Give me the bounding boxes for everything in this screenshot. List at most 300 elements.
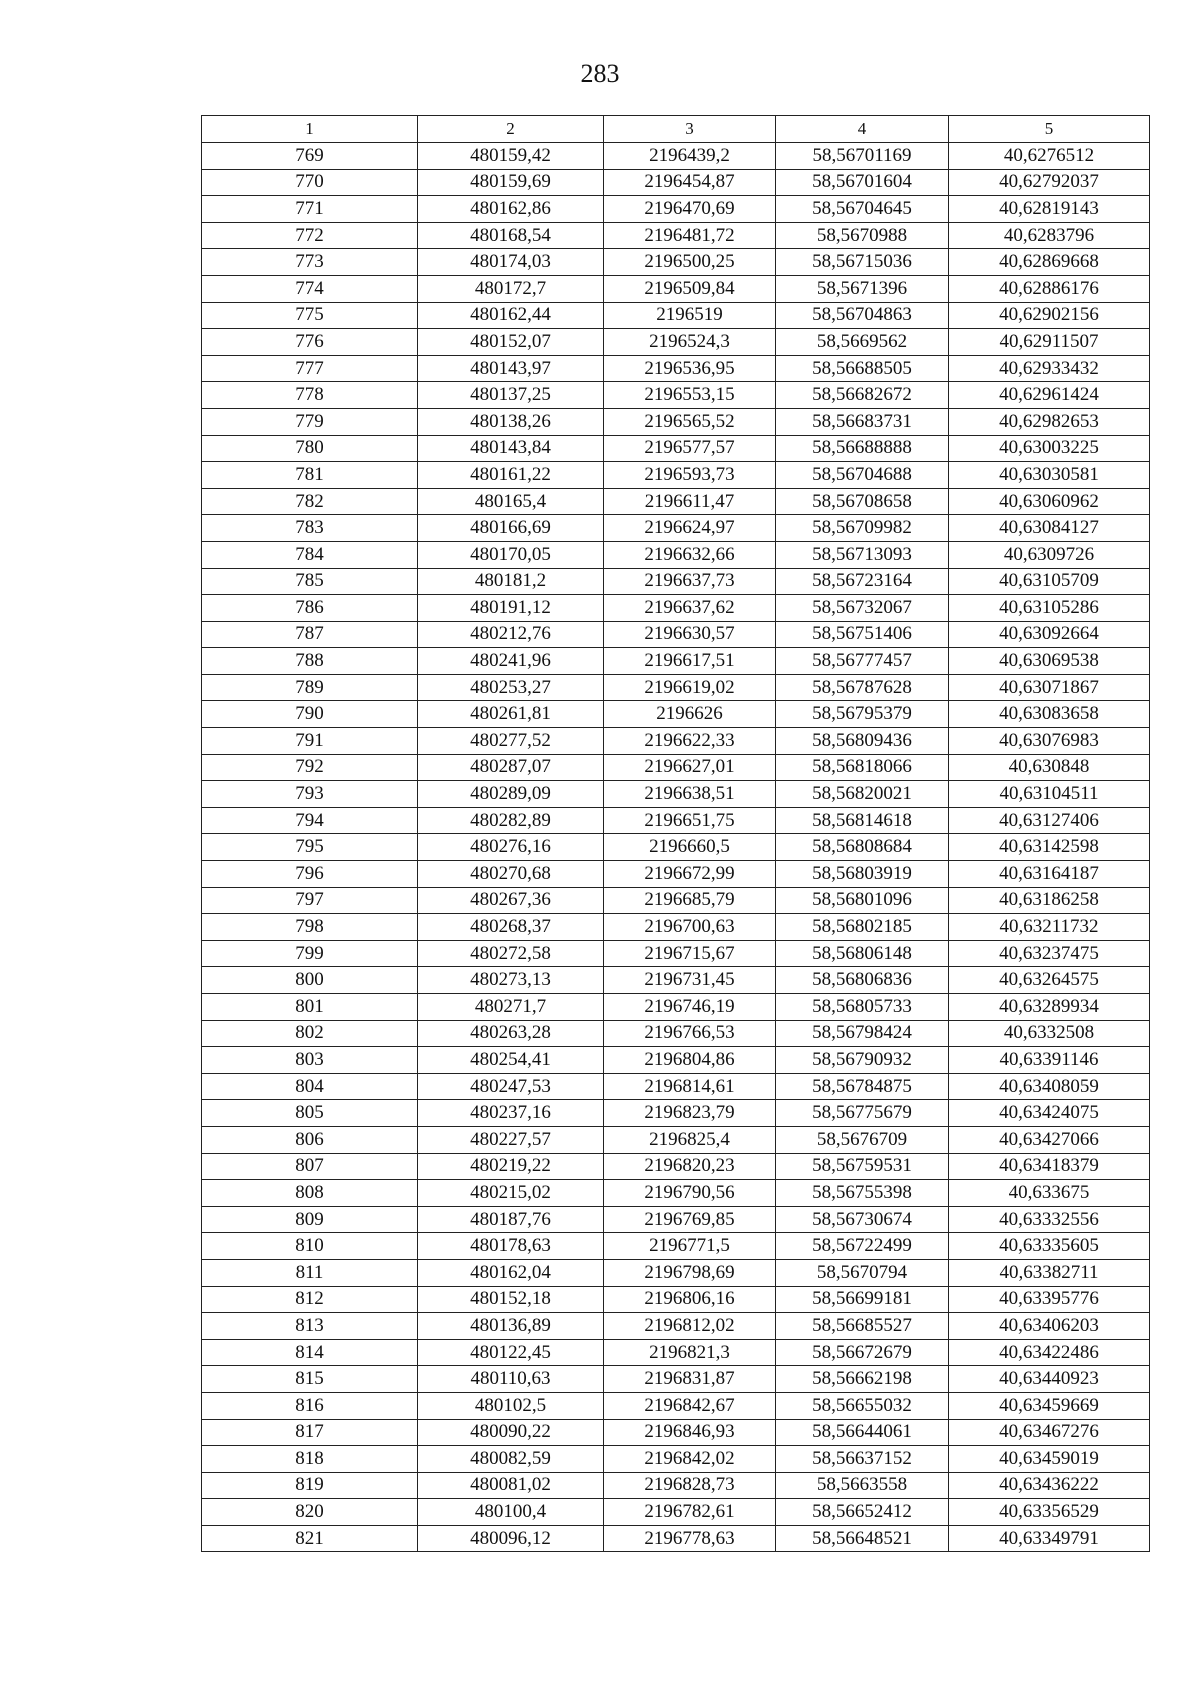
table-cell-col-5: 40,63382711 <box>949 1259 1150 1286</box>
table-row <box>202 1073 1150 1100</box>
table-cell-col-4: 58,5670794 <box>776 1259 949 1286</box>
table-cell-col-2: 480270,68 <box>418 861 604 888</box>
table-cell-col-5: 40,633675 <box>949 1180 1150 1207</box>
table-cell-col-4: 58,56805733 <box>776 994 949 1021</box>
table-cell-col-2: 480268,37 <box>418 914 604 941</box>
table-cell-col-2: 480152,18 <box>418 1286 604 1313</box>
table-cell-col-4: 58,5670988 <box>776 222 949 249</box>
table-cell-col-5: 40,63076983 <box>949 728 1150 755</box>
table-cell-col-2: 480215,02 <box>418 1180 604 1207</box>
table-row <box>202 1392 1150 1419</box>
table-cell-col-5: 40,62792037 <box>949 169 1150 196</box>
table-cell-col-1: 795 <box>202 834 418 861</box>
table-cell-col-4: 58,5669562 <box>776 329 949 356</box>
table-cell-col-3: 2196731,45 <box>604 967 776 994</box>
table-cell-col-3: 2196715,67 <box>604 940 776 967</box>
table-cell-col-3: 2196828,73 <box>604 1472 776 1499</box>
table-cell-col-5: 40,63424075 <box>949 1100 1150 1127</box>
table-cell-col-3: 2196685,79 <box>604 887 776 914</box>
table-cell-col-2: 480159,69 <box>418 169 604 196</box>
table-row <box>202 781 1150 808</box>
table-cell-col-5: 40,63440923 <box>949 1366 1150 1393</box>
table-cell-col-5: 40,630848 <box>949 754 1150 781</box>
table-cell-col-1: 802 <box>202 1020 418 1047</box>
table-cell-col-2: 480247,53 <box>418 1073 604 1100</box>
table-cell-col-2: 480174,03 <box>418 249 604 276</box>
table-cell-col-2: 480181,2 <box>418 568 604 595</box>
table-cell-col-3: 2196842,67 <box>604 1392 776 1419</box>
table-cell-col-1: 778 <box>202 382 418 409</box>
table-cell-col-2: 480219,22 <box>418 1153 604 1180</box>
table-cell-col-1: 792 <box>202 754 418 781</box>
table-cell-col-4: 58,5663558 <box>776 1472 949 1499</box>
table-cell-col-5: 40,63127406 <box>949 807 1150 834</box>
table-row <box>202 861 1150 888</box>
table-cell-col-4: 58,56777457 <box>776 648 949 675</box>
table-cell-col-4: 58,56701604 <box>776 169 949 196</box>
table-cell-col-4: 58,56688505 <box>776 355 949 382</box>
table-cell-col-2: 480162,86 <box>418 196 604 223</box>
table-cell-col-1: 782 <box>202 488 418 515</box>
table-cell-col-3: 2196630,57 <box>604 621 776 648</box>
table-cell-col-4: 58,56655032 <box>776 1392 949 1419</box>
table-cell-col-1: 799 <box>202 940 418 967</box>
table-cell-col-1: 820 <box>202 1499 418 1526</box>
table-row <box>202 1472 1150 1499</box>
table-cell-col-5: 40,63406203 <box>949 1313 1150 1340</box>
table-cell-col-2: 480143,84 <box>418 435 604 462</box>
table-cell-col-2: 480166,69 <box>418 515 604 542</box>
table-cell-col-4: 58,56708658 <box>776 488 949 515</box>
table-cell-col-3: 2196619,02 <box>604 674 776 701</box>
table-cell-col-1: 780 <box>202 435 418 462</box>
table-cell-col-1: 775 <box>202 302 418 329</box>
table-cell-col-2: 480100,4 <box>418 1499 604 1526</box>
table-cell-col-1: 786 <box>202 595 418 622</box>
table-cell-col-1: 772 <box>202 222 418 249</box>
table-cell-col-3: 2196622,33 <box>604 728 776 755</box>
table-cell-col-5: 40,62819143 <box>949 196 1150 223</box>
table-cell-col-1: 787 <box>202 621 418 648</box>
table-cell-col-2: 480237,16 <box>418 1100 604 1127</box>
table-row <box>202 914 1150 941</box>
table-cell-col-4: 58,56795379 <box>776 701 949 728</box>
table-cell-col-5: 40,63418379 <box>949 1153 1150 1180</box>
table-cell-col-3: 2196509,84 <box>604 275 776 302</box>
table-row <box>202 382 1150 409</box>
table-row <box>202 940 1150 967</box>
table-row <box>202 595 1150 622</box>
table-cell-col-5: 40,63459669 <box>949 1392 1150 1419</box>
table-cell-col-4: 58,56808684 <box>776 834 949 861</box>
table-row <box>202 754 1150 781</box>
table-cell-col-1: 812 <box>202 1286 418 1313</box>
table-row <box>202 488 1150 515</box>
table-cell-col-3: 2196804,86 <box>604 1047 776 1074</box>
table-cell-col-4: 58,56775679 <box>776 1100 949 1127</box>
table-cell-col-2: 480137,25 <box>418 382 604 409</box>
column-header-1: 1 <box>202 116 418 143</box>
table-cell-col-2: 480162,04 <box>418 1259 604 1286</box>
table-cell-col-1: 796 <box>202 861 418 888</box>
table-cell-col-5: 40,63105286 <box>949 595 1150 622</box>
table-cell-col-3: 2196782,61 <box>604 1499 776 1526</box>
table-cell-col-3: 2196766,53 <box>604 1020 776 1047</box>
table-row <box>202 143 1150 170</box>
table-cell-col-3: 2196769,85 <box>604 1206 776 1233</box>
table-cell-col-5: 40,63408059 <box>949 1073 1150 1100</box>
table-cell-col-1: 801 <box>202 994 418 1021</box>
table-cell-col-3: 2196820,23 <box>604 1153 776 1180</box>
table-cell-col-2: 480138,26 <box>418 408 604 435</box>
table-row <box>202 1419 1150 1446</box>
header-row <box>202 116 1150 143</box>
table-cell-col-3: 2196536,95 <box>604 355 776 382</box>
table-cell-col-1: 821 <box>202 1525 418 1552</box>
table-cell-col-3: 2196637,73 <box>604 568 776 595</box>
table-cell-col-3: 2196672,99 <box>604 861 776 888</box>
table-cell-col-1: 803 <box>202 1047 418 1074</box>
table-cell-col-4: 58,56790932 <box>776 1047 949 1074</box>
table-cell-col-3: 2196617,51 <box>604 648 776 675</box>
table-row <box>202 807 1150 834</box>
table-cell-col-2: 480159,42 <box>418 143 604 170</box>
table-row <box>202 275 1150 302</box>
table-cell-col-2: 480276,16 <box>418 834 604 861</box>
table-cell-col-3: 2196700,63 <box>604 914 776 941</box>
table-cell-col-5: 40,63092664 <box>949 621 1150 648</box>
table-row <box>202 196 1150 223</box>
table-cell-col-3: 2196626 <box>604 701 776 728</box>
table-cell-col-5: 40,63395776 <box>949 1286 1150 1313</box>
table-cell-col-5: 40,63422486 <box>949 1339 1150 1366</box>
table-cell-col-1: 815 <box>202 1366 418 1393</box>
table-row <box>202 1020 1150 1047</box>
table-cell-col-2: 480168,54 <box>418 222 604 249</box>
table-cell-col-2: 480090,22 <box>418 1419 604 1446</box>
table-cell-col-1: 808 <box>202 1180 418 1207</box>
table-cell-col-4: 58,56801096 <box>776 887 949 914</box>
table-cell-col-1: 785 <box>202 568 418 595</box>
table-row <box>202 967 1150 994</box>
table-cell-col-4: 58,56732067 <box>776 595 949 622</box>
table-cell-col-1: 807 <box>202 1153 418 1180</box>
table-row <box>202 1180 1150 1207</box>
table-cell-col-3: 2196806,16 <box>604 1286 776 1313</box>
table-cell-col-1: 777 <box>202 355 418 382</box>
table-cell-col-2: 480172,7 <box>418 275 604 302</box>
table-cell-col-3: 2196771,5 <box>604 1233 776 1260</box>
table-cell-col-1: 806 <box>202 1126 418 1153</box>
table-cell-col-4: 58,56820021 <box>776 781 949 808</box>
table-cell-col-4: 58,5671396 <box>776 275 949 302</box>
table-row <box>202 462 1150 489</box>
table-cell-col-5: 40,63142598 <box>949 834 1150 861</box>
table-row <box>202 435 1150 462</box>
table-row <box>202 249 1150 276</box>
table-cell-col-1: 811 <box>202 1259 418 1286</box>
table-cell-col-2: 480261,81 <box>418 701 604 728</box>
table-cell-col-2: 480241,96 <box>418 648 604 675</box>
table-cell-col-3: 2196812,02 <box>604 1313 776 1340</box>
table-cell-col-1: 794 <box>202 807 418 834</box>
table-cell-col-5: 40,63467276 <box>949 1419 1150 1446</box>
table-row <box>202 1339 1150 1366</box>
table-cell-col-5: 40,62902156 <box>949 302 1150 329</box>
table-cell-col-5: 40,63104511 <box>949 781 1150 808</box>
table-cell-col-3: 2196823,79 <box>604 1100 776 1127</box>
table-cell-col-5: 40,62886176 <box>949 275 1150 302</box>
column-header-3: 3 <box>604 116 776 143</box>
table-row <box>202 1525 1150 1552</box>
table-cell-col-1: 788 <box>202 648 418 675</box>
table-cell-col-1: 809 <box>202 1206 418 1233</box>
table-cell-col-2: 480282,89 <box>418 807 604 834</box>
table-row <box>202 701 1150 728</box>
table-row <box>202 1499 1150 1526</box>
table-cell-col-4: 58,56755398 <box>776 1180 949 1207</box>
table-cell-col-4: 58,5676709 <box>776 1126 949 1153</box>
table-cell-col-3: 2196632,66 <box>604 541 776 568</box>
table-cell-col-1: 805 <box>202 1100 418 1127</box>
table-cell-col-5: 40,63186258 <box>949 887 1150 914</box>
table-cell-col-1: 818 <box>202 1446 418 1473</box>
table-cell-col-4: 58,56814618 <box>776 807 949 834</box>
table-cell-col-4: 58,56784875 <box>776 1073 949 1100</box>
table-cell-col-1: 771 <box>202 196 418 223</box>
table-cell-col-5: 40,63084127 <box>949 515 1150 542</box>
table-row <box>202 887 1150 914</box>
table-cell-col-2: 480254,41 <box>418 1047 604 1074</box>
table-cell-col-1: 789 <box>202 674 418 701</box>
table-row <box>202 674 1150 701</box>
table-cell-col-2: 480165,4 <box>418 488 604 515</box>
table-row <box>202 1047 1150 1074</box>
table-cell-col-4: 58,56723164 <box>776 568 949 595</box>
table-cell-col-3: 2196627,01 <box>604 754 776 781</box>
table-cell-col-1: 776 <box>202 329 418 356</box>
table-cell-col-1: 797 <box>202 887 418 914</box>
table-cell-col-1: 774 <box>202 275 418 302</box>
table-cell-col-2: 480136,89 <box>418 1313 604 1340</box>
table-cell-col-2: 480161,22 <box>418 462 604 489</box>
table-cell-col-5: 40,63335605 <box>949 1233 1150 1260</box>
table-cell-col-5: 40,6283796 <box>949 222 1150 249</box>
table-cell-col-3: 2196565,52 <box>604 408 776 435</box>
table-cell-col-4: 58,56798424 <box>776 1020 949 1047</box>
table-cell-col-4: 58,56803919 <box>776 861 949 888</box>
table-cell-col-3: 2196454,87 <box>604 169 776 196</box>
table-cell-col-1: 817 <box>202 1419 418 1446</box>
table-row <box>202 1206 1150 1233</box>
table-cell-col-2: 480143,97 <box>418 355 604 382</box>
table-cell-col-1: 770 <box>202 169 418 196</box>
table-cell-col-4: 58,56713093 <box>776 541 949 568</box>
table-cell-col-3: 2196577,57 <box>604 435 776 462</box>
table-cell-col-5: 40,63030581 <box>949 462 1150 489</box>
column-header-5: 5 <box>949 116 1150 143</box>
table-cell-col-5: 40,62933432 <box>949 355 1150 382</box>
table-cell-col-3: 2196778,63 <box>604 1525 776 1552</box>
table-cell-col-5: 40,63211732 <box>949 914 1150 941</box>
table-cell-col-2: 480191,12 <box>418 595 604 622</box>
table-cell-col-5: 40,63003225 <box>949 435 1150 462</box>
table-cell-col-2: 480289,09 <box>418 781 604 808</box>
table-cell-col-2: 480102,5 <box>418 1392 604 1419</box>
table-cell-col-5: 40,63332556 <box>949 1206 1150 1233</box>
table-cell-col-4: 58,56802185 <box>776 914 949 941</box>
table-cell-col-5: 40,63391146 <box>949 1047 1150 1074</box>
table-cell-col-2: 480253,27 <box>418 674 604 701</box>
table-cell-col-2: 480152,07 <box>418 329 604 356</box>
table-row <box>202 1446 1150 1473</box>
table-cell-col-2: 480267,36 <box>418 887 604 914</box>
table-cell-col-1: 793 <box>202 781 418 808</box>
table-row <box>202 648 1150 675</box>
table-row <box>202 1286 1150 1313</box>
table-cell-col-1: 781 <box>202 462 418 489</box>
table-cell-col-3: 2196846,93 <box>604 1419 776 1446</box>
table-cell-col-1: 798 <box>202 914 418 941</box>
table-cell-col-4: 58,56730674 <box>776 1206 949 1233</box>
column-header-4: 4 <box>776 116 949 143</box>
table-cell-col-5: 40,62869668 <box>949 249 1150 276</box>
table-cell-col-4: 58,56704688 <box>776 462 949 489</box>
table-row <box>202 1366 1150 1393</box>
table-cell-col-3: 2196638,51 <box>604 781 776 808</box>
table-cell-col-1: 790 <box>202 701 418 728</box>
table-cell-col-3: 2196842,02 <box>604 1446 776 1473</box>
table-cell-col-3: 2196553,15 <box>604 382 776 409</box>
table-cell-col-5: 40,62961424 <box>949 382 1150 409</box>
table-cell-col-4: 58,56685527 <box>776 1313 949 1340</box>
table-cell-col-5: 40,63060962 <box>949 488 1150 515</box>
table-cell-col-5: 40,63264575 <box>949 967 1150 994</box>
table-cell-col-1: 814 <box>202 1339 418 1366</box>
table-cell-col-3: 2196481,72 <box>604 222 776 249</box>
table-row <box>202 1259 1150 1286</box>
table-cell-col-2: 480212,76 <box>418 621 604 648</box>
table-cell-col-2: 480277,52 <box>418 728 604 755</box>
table-cell-col-2: 480263,28 <box>418 1020 604 1047</box>
table-cell-col-5: 40,63436222 <box>949 1472 1150 1499</box>
table-cell-col-3: 2196470,69 <box>604 196 776 223</box>
table-cell-col-2: 480272,58 <box>418 940 604 967</box>
table-row <box>202 994 1150 1021</box>
table-cell-col-2: 480170,05 <box>418 541 604 568</box>
table-row <box>202 169 1150 196</box>
table-cell-col-3: 2196790,56 <box>604 1180 776 1207</box>
table-cell-col-5: 40,62982653 <box>949 408 1150 435</box>
table-cell-col-4: 58,56637152 <box>776 1446 949 1473</box>
table-cell-col-1: 784 <box>202 541 418 568</box>
table-cell-col-3: 2196519 <box>604 302 776 329</box>
table-row <box>202 1233 1150 1260</box>
table-cell-col-3: 2196746,19 <box>604 994 776 1021</box>
table-cell-col-4: 58,56662198 <box>776 1366 949 1393</box>
table-cell-col-1: 804 <box>202 1073 418 1100</box>
table-row <box>202 302 1150 329</box>
table-cell-col-3: 2196611,47 <box>604 488 776 515</box>
table-row <box>202 355 1150 382</box>
table-cell-col-4: 58,56751406 <box>776 621 949 648</box>
table-cell-col-5: 40,63071867 <box>949 674 1150 701</box>
table-row <box>202 408 1150 435</box>
table-cell-col-4: 58,56759531 <box>776 1153 949 1180</box>
table-cell-col-4: 58,56701169 <box>776 143 949 170</box>
table-cell-col-2: 480178,63 <box>418 1233 604 1260</box>
table-row <box>202 222 1150 249</box>
table-cell-col-1: 800 <box>202 967 418 994</box>
table-row <box>202 1153 1150 1180</box>
table-cell-col-3: 2196821,3 <box>604 1339 776 1366</box>
table-cell-col-4: 58,56652412 <box>776 1499 949 1526</box>
table-cell-col-2: 480227,57 <box>418 1126 604 1153</box>
table-cell-col-4: 58,56699181 <box>776 1286 949 1313</box>
table-cell-col-3: 2196439,2 <box>604 143 776 170</box>
table-cell-col-4: 58,56688888 <box>776 435 949 462</box>
table-row <box>202 834 1150 861</box>
table-cell-col-4: 58,56672679 <box>776 1339 949 1366</box>
table-cell-col-4: 58,56715036 <box>776 249 949 276</box>
table-row <box>202 541 1150 568</box>
column-header-2: 2 <box>418 116 604 143</box>
table-cell-col-4: 58,56818066 <box>776 754 949 781</box>
table-row <box>202 728 1150 755</box>
table-cell-col-4: 58,56809436 <box>776 728 949 755</box>
table-row <box>202 1126 1150 1153</box>
table-cell-col-3: 2196814,61 <box>604 1073 776 1100</box>
table-cell-col-3: 2196798,69 <box>604 1259 776 1286</box>
table-cell-col-3: 2196831,87 <box>604 1366 776 1393</box>
table-cell-col-4: 58,56683731 <box>776 408 949 435</box>
table-cell-col-5: 40,63083658 <box>949 701 1150 728</box>
table-row <box>202 515 1150 542</box>
table-cell-col-5: 40,63164187 <box>949 861 1150 888</box>
table-cell-col-4: 58,56722499 <box>776 1233 949 1260</box>
table-cell-col-5: 40,63427066 <box>949 1126 1150 1153</box>
table-cell-col-4: 58,56704645 <box>776 196 949 223</box>
table-row <box>202 1313 1150 1340</box>
table-cell-col-5: 40,62911507 <box>949 329 1150 356</box>
table-cell-col-2: 480287,07 <box>418 754 604 781</box>
table-cell-col-5: 40,63105709 <box>949 568 1150 595</box>
table-header <box>202 116 1150 143</box>
table-cell-col-4: 58,56806836 <box>776 967 949 994</box>
table-cell-col-5: 40,6309726 <box>949 541 1150 568</box>
page-number: 283 <box>580 59 620 88</box>
table-cell-col-5: 40,6332508 <box>949 1020 1150 1047</box>
table-cell-col-1: 791 <box>202 728 418 755</box>
table-cell-col-3: 2196593,73 <box>604 462 776 489</box>
table-cell-col-1: 819 <box>202 1472 418 1499</box>
table-cell-col-3: 2196637,62 <box>604 595 776 622</box>
table-cell-col-3: 2196500,25 <box>604 249 776 276</box>
table-cell-col-2: 480187,76 <box>418 1206 604 1233</box>
table-cell-col-4: 58,56709982 <box>776 515 949 542</box>
table-cell-col-2: 480273,13 <box>418 967 604 994</box>
table-body <box>202 143 1150 1552</box>
table-cell-col-4: 58,56648521 <box>776 1525 949 1552</box>
table-cell-col-3: 2196524,3 <box>604 329 776 356</box>
table-cell-col-2: 480081,02 <box>418 1472 604 1499</box>
table-row <box>202 621 1150 648</box>
table-cell-col-4: 58,56704863 <box>776 302 949 329</box>
table-cell-col-4: 58,56682672 <box>776 382 949 409</box>
table-cell-col-1: 773 <box>202 249 418 276</box>
table-cell-col-2: 480082,59 <box>418 1446 604 1473</box>
table-row <box>202 568 1150 595</box>
